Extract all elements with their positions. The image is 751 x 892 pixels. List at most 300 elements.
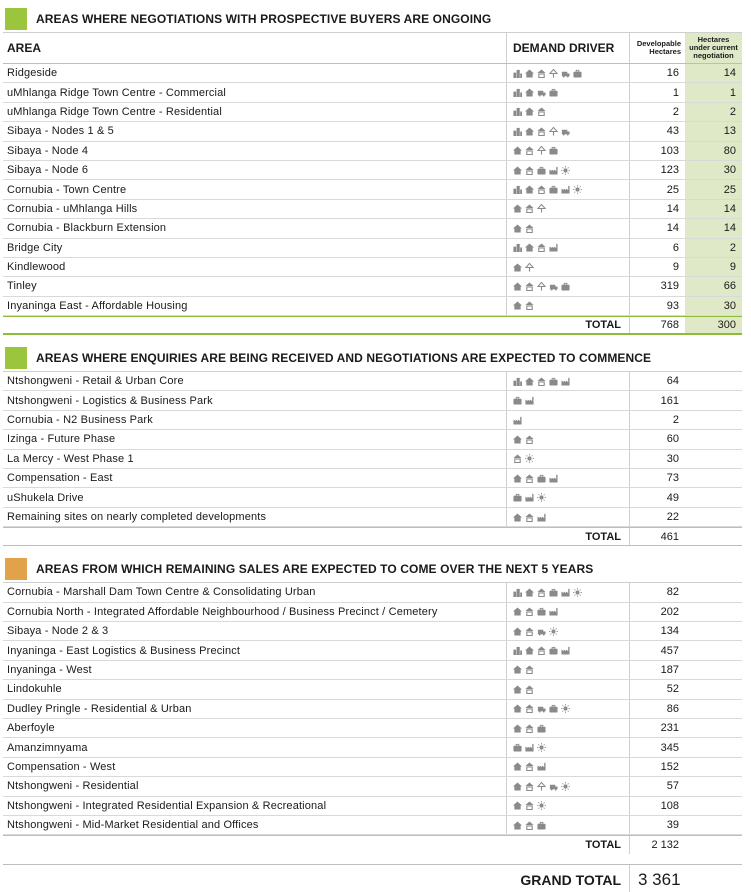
table-row — [3, 219, 742, 238]
area-name: Sibaya - Node 4 — [7, 144, 89, 157]
section-remaining — [3, 556, 742, 854]
table-row — [3, 680, 742, 699]
table-row — [3, 622, 742, 641]
factory-icon — [513, 416, 522, 425]
briefcase-icon — [549, 704, 558, 713]
demand-driver-icons — [506, 816, 629, 834]
residential-icon — [525, 513, 534, 522]
hectares-under-negotiation: 14 — [685, 200, 742, 218]
section-header — [3, 556, 742, 583]
demand-driver-icons — [506, 622, 629, 640]
sun-icon — [573, 185, 582, 194]
demand-driver-icons — [506, 797, 629, 815]
developable-hectares: 57 — [629, 777, 685, 795]
briefcase-icon — [537, 821, 546, 830]
column-header-row — [3, 33, 742, 64]
house-icon — [525, 243, 534, 252]
area-name: Sibaya - Node 6 — [7, 164, 89, 177]
residential-icon — [525, 146, 534, 155]
table-row — [3, 719, 742, 738]
section-title: AREAS WHERE NEGOTIATIONS WITH PROSPECTIVE BUYERS ARE ONGOING — [36, 12, 492, 26]
table-row — [3, 508, 742, 527]
developable-hectares: 64 — [629, 372, 685, 390]
section-header — [3, 6, 742, 33]
factory-icon — [561, 646, 570, 655]
section-total-row — [3, 316, 742, 335]
area-name: Ntshongweni - Integrated Residential Expansion & Recreational — [7, 799, 327, 812]
col-dev-header: Developable Hectares — [629, 33, 685, 63]
developable-hectares: 60 — [629, 430, 685, 448]
developable-hectares: 25 — [629, 180, 685, 198]
area-name: Cornubia - Town Centre — [7, 183, 127, 196]
developable-hectares: 161 — [629, 391, 685, 409]
residential-icon — [525, 724, 534, 733]
residential-icon — [537, 646, 546, 655]
residential-icon — [537, 243, 546, 252]
factory-icon — [561, 185, 570, 194]
sun-icon — [537, 801, 546, 810]
briefcase-icon — [537, 166, 546, 175]
tree-icon — [549, 127, 558, 136]
section-header — [3, 345, 742, 372]
house-icon — [513, 821, 522, 830]
residential-icon — [525, 301, 534, 310]
developable-hectares: 1 — [629, 83, 685, 101]
briefcase-icon — [513, 743, 522, 752]
briefcase-icon — [513, 396, 522, 405]
residential-icon — [513, 454, 522, 463]
house-icon — [513, 224, 522, 233]
section-total-row — [3, 527, 742, 546]
house-icon — [513, 474, 522, 483]
developable-hectares: 187 — [629, 661, 685, 679]
house-icon — [525, 107, 534, 116]
area-name: Ntshongweni - Residential — [7, 780, 139, 793]
area-name: Compensation - East — [7, 472, 113, 485]
area-name: Sibaya - Nodes 1 & 5 — [7, 125, 114, 138]
developable-hectares: 152 — [629, 758, 685, 776]
demand-driver-icons — [506, 758, 629, 776]
col-neg-header: Hectares under current negotiation — [685, 33, 742, 63]
demand-driver-icons — [506, 391, 629, 409]
total-dev: 461 — [629, 528, 685, 545]
house-icon — [513, 146, 522, 155]
area-name: Inyaninga - West — [7, 663, 92, 676]
house-icon — [513, 435, 522, 444]
demand-driver-icons — [506, 64, 629, 82]
area-name: Sibaya - Node 2 & 3 — [7, 625, 109, 638]
demand-driver-icons — [506, 161, 629, 179]
tree-icon — [549, 69, 558, 78]
hectares-under-negotiation: 66 — [685, 277, 742, 295]
total-neg: 300 — [685, 317, 742, 333]
developable-hectares: 22 — [629, 508, 685, 526]
area-name: Bridge City — [7, 241, 63, 254]
col-driver-header: DEMAND DRIVER — [506, 33, 629, 63]
developable-hectares: 108 — [629, 797, 685, 815]
tree-icon — [525, 263, 534, 272]
developable-hectares: 49 — [629, 488, 685, 506]
developable-hectares: 2 — [629, 103, 685, 121]
briefcase-icon — [561, 282, 570, 291]
tree-icon — [537, 204, 546, 213]
building-icon — [513, 69, 522, 78]
car-icon — [537, 88, 546, 97]
area-name: Cornubia North - Integrated Affordable Neighbourhood / Business Precinct / Cemetery — [7, 605, 438, 618]
area-name: Kindlewood — [7, 261, 66, 274]
residential-icon — [525, 435, 534, 444]
developable-hectares: 457 — [629, 641, 685, 659]
briefcase-icon — [549, 88, 558, 97]
demand-driver-icons — [506, 200, 629, 218]
area-name: Izinga - Future Phase — [7, 433, 116, 446]
demand-driver-icons — [506, 583, 629, 601]
table-row — [3, 297, 742, 316]
developable-hectares: 82 — [629, 583, 685, 601]
hectares-under-negotiation: 30 — [685, 297, 742, 315]
car-icon — [549, 282, 558, 291]
section-rows — [3, 64, 742, 316]
hectares-under-negotiation: 1 — [685, 83, 742, 101]
table-row — [3, 372, 742, 391]
briefcase-icon — [549, 377, 558, 386]
briefcase-icon — [573, 69, 582, 78]
table-row — [3, 161, 742, 180]
house-icon — [525, 646, 534, 655]
building-icon — [513, 588, 522, 597]
demand-driver-icons — [506, 83, 629, 101]
hectares-under-negotiation: 25 — [685, 180, 742, 198]
area-name: Cornubia - Blackburn Extension — [7, 222, 167, 235]
house-icon — [525, 69, 534, 78]
developable-hectares: 345 — [629, 738, 685, 756]
total-dev: 2 132 — [629, 836, 685, 854]
hectares-under-negotiation: 13 — [685, 122, 742, 140]
house-icon — [525, 185, 534, 194]
factory-icon — [525, 396, 534, 405]
demand-driver-icons — [506, 719, 629, 737]
house-icon — [513, 513, 522, 522]
briefcase-icon — [513, 493, 522, 502]
briefcase-icon — [549, 185, 558, 194]
area-name: Ntshongweni - Retail & Urban Core — [7, 375, 184, 388]
factory-icon — [525, 743, 534, 752]
tree-icon — [537, 282, 546, 291]
table-row — [3, 258, 742, 277]
building-icon — [513, 185, 522, 194]
house-icon — [525, 588, 534, 597]
house-icon — [513, 263, 522, 272]
developable-hectares: 202 — [629, 603, 685, 621]
sun-icon — [573, 588, 582, 597]
table-row — [3, 239, 742, 258]
residential-icon — [537, 107, 546, 116]
area-name: Amanzimnyama — [7, 741, 88, 754]
table-row — [3, 83, 742, 102]
grand-total-row — [3, 864, 742, 892]
house-icon — [513, 762, 522, 771]
area-name: Dudley Pringle - Residential & Urban — [7, 702, 192, 715]
area-name: Compensation - West — [7, 760, 116, 773]
residential-icon — [525, 607, 534, 616]
area-name: Lindokuhle — [7, 683, 62, 696]
table-row — [3, 122, 742, 141]
briefcase-icon — [537, 474, 546, 483]
table-row — [3, 277, 742, 296]
developable-hectares: 9 — [629, 258, 685, 276]
building-icon — [513, 646, 522, 655]
car-icon — [537, 627, 546, 636]
area-name: uShukela Drive — [7, 491, 84, 504]
house-icon — [513, 801, 522, 810]
table-row — [3, 200, 742, 219]
sun-icon — [561, 782, 570, 791]
factory-icon — [549, 243, 558, 252]
section-color-square — [5, 558, 27, 580]
residential-icon — [525, 627, 534, 636]
demand-driver-icons — [506, 103, 629, 121]
area-name: Remaining sites on nearly completed developments — [7, 511, 267, 523]
residential-icon — [537, 69, 546, 78]
house-icon — [513, 204, 522, 213]
factory-icon — [561, 377, 570, 386]
house-icon — [513, 166, 522, 175]
briefcase-icon — [549, 588, 558, 597]
demand-driver-icons — [506, 450, 629, 468]
residential-icon — [525, 782, 534, 791]
area-name: Cornubia - uMhlanga Hills — [7, 202, 138, 215]
house-icon — [525, 377, 534, 386]
residential-icon — [525, 166, 534, 175]
factory-icon — [549, 474, 558, 483]
table-row — [3, 816, 742, 835]
total-dev: 768 — [629, 317, 685, 333]
developable-hectares: 14 — [629, 200, 685, 218]
developable-hectares: 231 — [629, 719, 685, 737]
residential-icon — [537, 185, 546, 194]
house-icon — [525, 88, 534, 97]
residential-icon — [525, 224, 534, 233]
demand-driver-icons — [506, 661, 629, 679]
area-name: Ntshongweni - Mid-Market Residential and Offices — [7, 819, 259, 832]
hectares-under-negotiation: 80 — [685, 142, 742, 160]
section-title: AREAS WHERE ENQUIRIES ARE BEING RECEIVED AND NEGOTIATIONS ARE EXPECTED TO COMMENCE — [36, 351, 652, 366]
house-icon — [525, 127, 534, 136]
table-row — [3, 488, 742, 507]
demand-driver-icons — [506, 297, 629, 315]
house-icon — [513, 282, 522, 291]
section-title: AREAS FROM WHICH REMAINING SALES ARE EXPECTED TO COME OVER THE NEXT 5 YEARS — [36, 562, 594, 577]
section-rows — [3, 583, 742, 835]
factory-icon — [549, 166, 558, 175]
house-icon — [513, 665, 522, 674]
factory-icon — [549, 607, 558, 616]
table-row — [3, 700, 742, 719]
hectares-under-negotiation: 9 — [685, 258, 742, 276]
car-icon — [537, 704, 546, 713]
table-row — [3, 391, 742, 410]
factory-icon — [537, 513, 546, 522]
briefcase-icon — [537, 607, 546, 616]
residential-icon — [525, 821, 534, 830]
table-row — [3, 797, 742, 816]
area-name: uMhlanga Ridge Town Centre - Commercial — [7, 86, 227, 99]
section-rows — [3, 372, 742, 527]
demand-driver-icons — [506, 430, 629, 448]
residential-icon — [525, 704, 534, 713]
demand-driver-icons — [506, 142, 629, 160]
developable-hectares: 30 — [629, 450, 685, 468]
area-name: Cornubia - N2 Business Park — [7, 414, 153, 427]
residential-icon — [537, 127, 546, 136]
section-enquiries — [3, 345, 742, 546]
grand-total-value: 3 361 — [629, 865, 685, 892]
hectares-under-negotiation: 14 — [685, 64, 742, 82]
table-row — [3, 758, 742, 777]
developable-hectares: 123 — [629, 161, 685, 179]
tree-icon — [537, 782, 546, 791]
demand-driver-icons — [506, 738, 629, 756]
area-name: Tinley — [7, 280, 37, 293]
developable-hectares: 39 — [629, 816, 685, 834]
residential-icon — [537, 588, 546, 597]
table-row — [3, 469, 742, 488]
building-icon — [513, 107, 522, 116]
hectares-under-negotiation: 2 — [685, 239, 742, 257]
house-icon — [513, 301, 522, 310]
house-icon — [513, 704, 522, 713]
demand-driver-icons — [506, 372, 629, 390]
demand-driver-icons — [506, 641, 629, 659]
briefcase-icon — [537, 724, 546, 733]
residential-icon — [537, 377, 546, 386]
developable-hectares: 134 — [629, 622, 685, 640]
table-row — [3, 64, 742, 83]
land-table — [3, 6, 742, 892]
demand-driver-icons — [506, 277, 629, 295]
factory-icon — [561, 588, 570, 597]
developable-hectares: 14 — [629, 219, 685, 237]
section-total-row — [3, 835, 742, 854]
area-name: Inyaninga - East Logistics & Business Precinct — [7, 644, 241, 657]
demand-driver-icons — [506, 680, 629, 698]
residential-icon — [525, 282, 534, 291]
table-row — [3, 450, 742, 469]
developable-hectares: 52 — [629, 680, 685, 698]
section-ongoing — [3, 6, 742, 335]
residential-icon — [525, 762, 534, 771]
building-icon — [513, 243, 522, 252]
residential-icon — [525, 685, 534, 694]
house-icon — [513, 724, 522, 733]
demand-driver-icons — [506, 411, 629, 429]
demand-driver-icons — [506, 122, 629, 140]
factory-icon — [525, 493, 534, 502]
demand-driver-icons — [506, 508, 629, 526]
sun-icon — [537, 493, 546, 502]
area-name: Ridgeside — [7, 67, 58, 80]
developable-hectares: 6 — [629, 239, 685, 257]
table-row — [3, 430, 742, 449]
table-row — [3, 142, 742, 161]
residential-icon — [525, 204, 534, 213]
table-row — [3, 583, 742, 602]
sun-icon — [561, 704, 570, 713]
developable-hectares: 73 — [629, 469, 685, 487]
briefcase-icon — [549, 146, 558, 155]
col-area-header: AREA — [7, 41, 42, 55]
area-name: uMhlanga Ridge Town Centre - Residential — [7, 105, 222, 118]
building-icon — [513, 377, 522, 386]
developable-hectares: 2 — [629, 411, 685, 429]
developable-hectares: 16 — [629, 64, 685, 82]
car-icon — [549, 782, 558, 791]
grand-total-label: GRAND TOTAL — [520, 872, 621, 889]
area-name: Ntshongweni - Logistics & Business Park — [7, 394, 213, 407]
demand-driver-icons — [506, 603, 629, 621]
car-icon — [561, 127, 570, 136]
developable-hectares: 43 — [629, 122, 685, 140]
briefcase-icon — [549, 646, 558, 655]
residential-icon — [525, 801, 534, 810]
demand-driver-icons — [506, 180, 629, 198]
table-row — [3, 603, 742, 622]
table-row — [3, 180, 742, 199]
area-name: Inyaninga East - Affordable Housing — [7, 299, 188, 312]
sun-icon — [549, 627, 558, 636]
hectares-under-negotiation: 14 — [685, 219, 742, 237]
area-name: Cornubia - Marshall Dam Town Centre & Consolidating Urban — [7, 586, 316, 599]
section-color-square — [5, 347, 27, 369]
table-row — [3, 777, 742, 796]
house-icon — [513, 685, 522, 694]
area-name: Aberfoyle — [7, 722, 55, 735]
demand-driver-icons — [506, 488, 629, 506]
hectares-under-negotiation: 2 — [685, 103, 742, 121]
building-icon — [513, 127, 522, 136]
house-icon — [513, 627, 522, 636]
sun-icon — [525, 454, 534, 463]
building-icon — [513, 88, 522, 97]
table-row — [3, 411, 742, 430]
total-label: TOTAL — [585, 839, 621, 852]
demand-driver-icons — [506, 239, 629, 257]
sun-icon — [561, 166, 570, 175]
demand-driver-icons — [506, 777, 629, 795]
table-row — [3, 661, 742, 680]
area-name: La Mercy - West Phase 1 — [7, 452, 134, 465]
tree-icon — [537, 146, 546, 155]
residential-icon — [525, 474, 534, 483]
total-label: TOTAL — [585, 530, 621, 543]
table-row — [3, 641, 742, 660]
section-color-square — [5, 8, 27, 30]
house-icon — [513, 607, 522, 616]
factory-icon — [537, 762, 546, 771]
table-row — [3, 103, 742, 122]
developable-hectares: 86 — [629, 700, 685, 718]
table-row — [3, 738, 742, 757]
developable-hectares: 319 — [629, 277, 685, 295]
total-label: TOTAL — [585, 319, 621, 332]
hectares-under-negotiation: 30 — [685, 161, 742, 179]
demand-driver-icons — [506, 258, 629, 276]
demand-driver-icons — [506, 700, 629, 718]
car-icon — [561, 69, 570, 78]
demand-driver-icons — [506, 219, 629, 237]
developable-hectares: 93 — [629, 297, 685, 315]
residential-icon — [525, 665, 534, 674]
